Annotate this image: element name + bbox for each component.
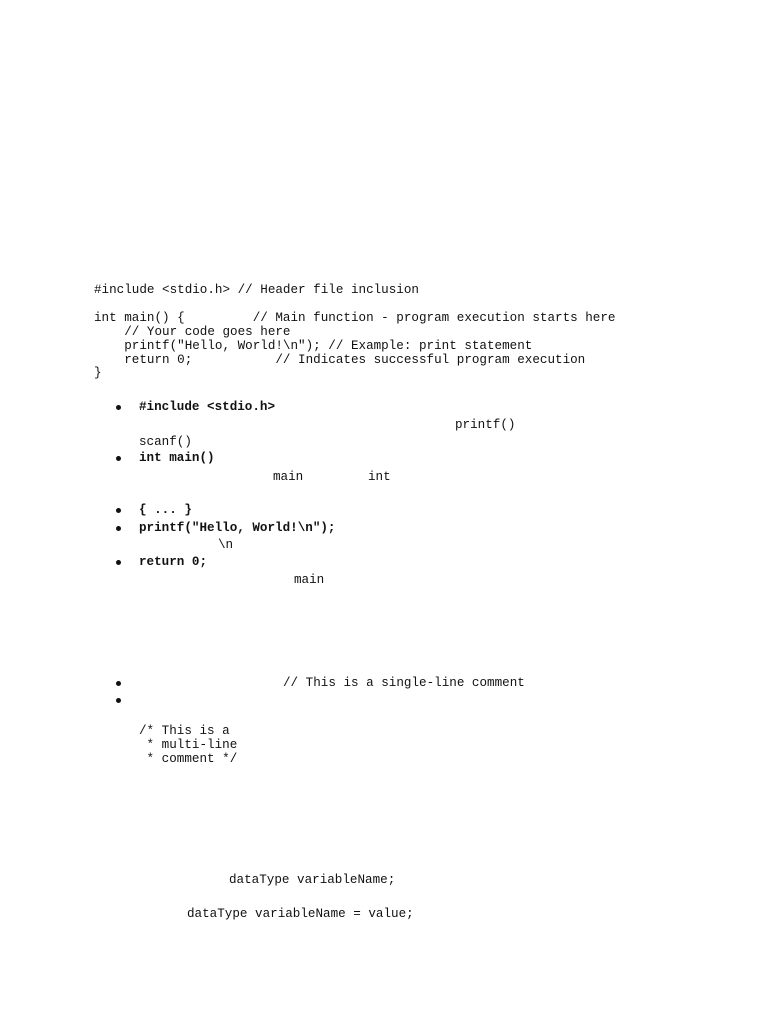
bullet-icon bbox=[116, 560, 121, 565]
code-line-return: return 0; // Indicates successful program execution bbox=[94, 353, 586, 367]
list-item-fragment: printf() bbox=[455, 418, 516, 432]
single-line-comment-example: // This is a single-line comment bbox=[283, 676, 525, 690]
list-item-fragment: scanf() bbox=[139, 435, 192, 449]
bullet-icon bbox=[116, 508, 121, 513]
multi-line-comment-line: /* This is a bbox=[139, 724, 230, 738]
bullet-icon bbox=[116, 681, 121, 686]
multi-line-comment-line: * comment */ bbox=[139, 752, 238, 766]
list-item-braces-term: { ... } bbox=[139, 503, 192, 517]
code-line-main: int main() { // Main function - program execution starts here bbox=[94, 311, 616, 325]
bullet-icon bbox=[116, 698, 121, 703]
list-item-include-term: #include <stdio.h> bbox=[139, 400, 276, 414]
multi-line-comment-line: * multi-line bbox=[139, 738, 238, 752]
list-item-main-term: int main() bbox=[139, 451, 215, 465]
list-item-fragment: main bbox=[273, 470, 304, 484]
list-item-return-term: return 0; bbox=[139, 555, 208, 569]
bullet-icon bbox=[116, 456, 121, 461]
code-line-comment: // Your code goes here bbox=[94, 325, 291, 339]
bullet-icon bbox=[116, 526, 121, 531]
list-item-fragment: \n bbox=[218, 538, 234, 552]
list-item-fragment: int bbox=[368, 470, 391, 484]
code-line-close-brace: } bbox=[94, 366, 102, 380]
code-line-include: #include <stdio.h> // Header file inclusion bbox=[94, 283, 419, 297]
list-item-fragment: main bbox=[294, 573, 325, 587]
variable-initialization-syntax: dataType variableName = value; bbox=[187, 907, 414, 921]
bullet-icon bbox=[116, 405, 121, 410]
variable-declaration-syntax: dataType variableName; bbox=[229, 873, 396, 887]
list-item-printf-term: printf("Hello, World!\n"); bbox=[139, 521, 336, 535]
code-line-printf: printf("Hello, World!\n"); // Example: print statement bbox=[94, 339, 533, 353]
